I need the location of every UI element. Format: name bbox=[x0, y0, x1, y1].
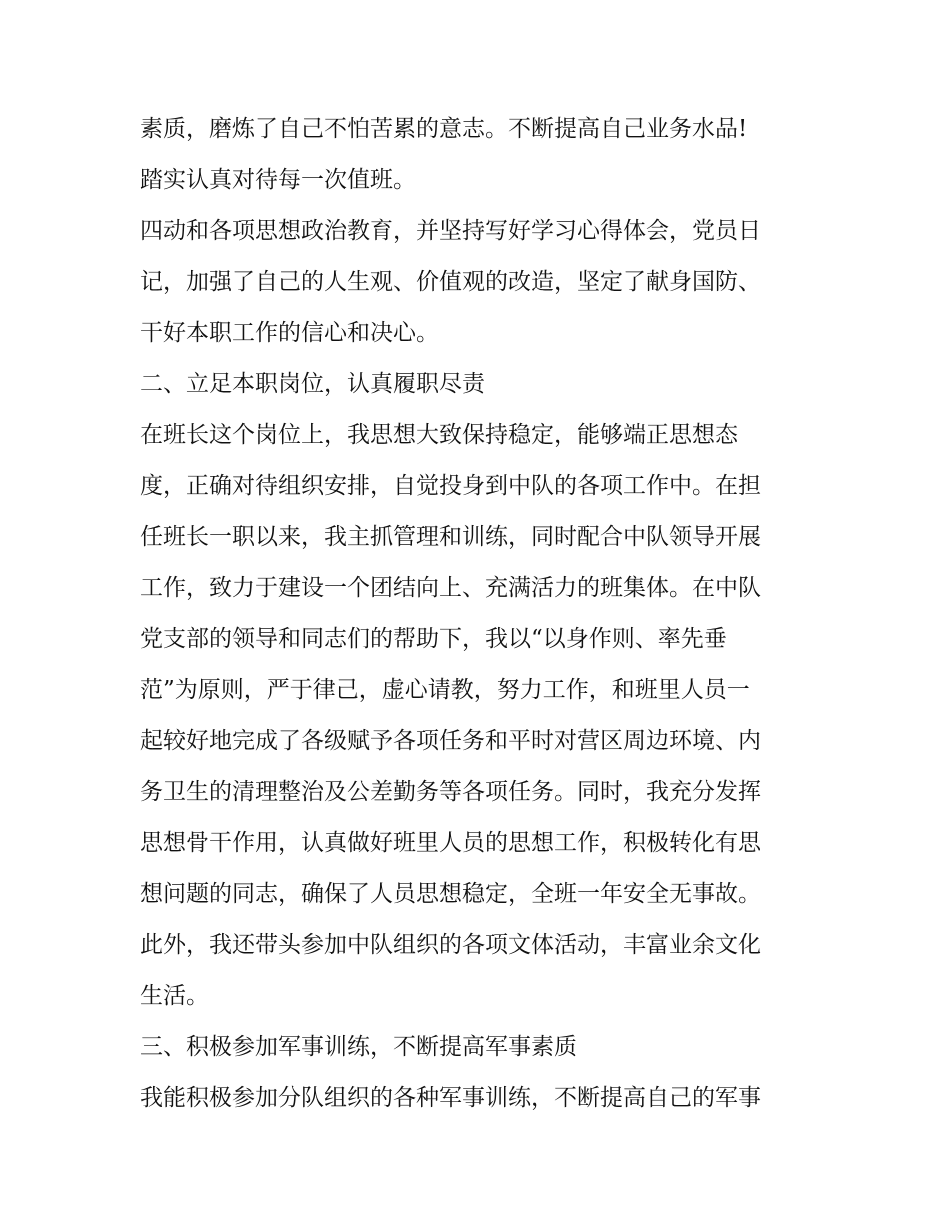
paragraph-line: 四动和各项思想政治教育，并坚持写好学习心得体会，党员日 bbox=[140, 218, 761, 244]
paragraph-line: 在班长这个岗位上，我思想大致保持稳定，能够端正思想态 bbox=[140, 422, 738, 448]
paragraph-line: 生活。 bbox=[140, 983, 209, 1009]
paragraph-line: 范”为原则，严于律己，虚心请教，努力工作，和班里人员一 bbox=[140, 677, 750, 703]
paragraph-line: 起较好地完成了各级赋予各项任务和平时对营区周边环境、内 bbox=[140, 728, 761, 754]
paragraph-line: 想问题的同志，确保了人员思想稳定，全班一年安全无事故。 bbox=[140, 881, 761, 907]
paragraph-line: 工作，致力于建设一个团结向上、充满活力的班集体。在中队 bbox=[140, 575, 761, 601]
paragraph-line: 务卫生的清理整治及公差勤务等各项任务。同时，我充分发挥 bbox=[140, 779, 761, 805]
paragraph-line: 思想骨干作用，认真做好班里人员的思想工作，积极转化有思 bbox=[140, 830, 761, 856]
paragraph-line: 党支部的领导和同志们的帮助下，我以“以身作则、率先垂 bbox=[140, 626, 727, 652]
paragraph-line: 此外，我还带头参加中队组织的各项文体活动，丰富业余文化 bbox=[140, 932, 761, 958]
section-heading: 三、积极参加军事训练，不断提高军事素质 bbox=[140, 1034, 577, 1060]
paragraph-line: 度，正确对待组织安排，自觉投身到中队的各项工作中。在担 bbox=[140, 473, 761, 499]
paragraph-line: 任班长一职以来，我主抓管理和训练，同时配合中队领导开展 bbox=[140, 524, 761, 550]
paragraph-line: 踏实认真对待每一次值班。 bbox=[140, 167, 416, 193]
paragraph-line: 我能积极参加分队组织的各种军事训练，不断提高自己的军事 bbox=[140, 1085, 761, 1111]
section-heading: 二、立足本职岗位，认真履职尽责 bbox=[140, 371, 485, 397]
paragraph-line: 干好本职工作的信心和决心。 bbox=[140, 320, 439, 346]
paragraph-line: 素质，磨炼了自己不怕苦累的意志。不断提高自己业务水品! bbox=[140, 116, 748, 142]
document-body bbox=[140, 104, 820, 1124]
paragraph-line: 记，加强了自己的人生观、价值观的改造，坚定了献身国防、 bbox=[140, 269, 761, 295]
